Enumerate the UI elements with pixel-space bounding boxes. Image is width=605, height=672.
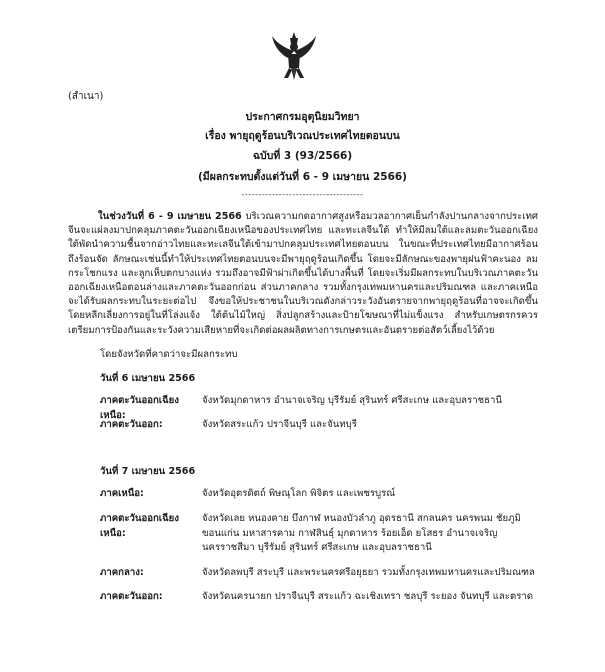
garuda-emblem-icon [270,30,318,82]
affected-intro: โดยจังหวัดที่คาดว่าจะมีผลกระทบ [100,349,238,360]
region-label: ภาคตะวันออกเฉียงเหนือ: [100,513,179,539]
day-heading: วันที่ 6 เมษายน 2566 [100,373,196,384]
region-provinces: จังหวัดเลย หนองคาย บึงกาฬ หนองบัวลำภู อุดรธานี สกลนคร นครพนม ชัยภูมิ ขอนแก่น มหาสารคาม กาฬสินธุ์ มุกดาหาร ร้อยเอ็ด ยโสธร อำนาจเจริญ นครราชสีมา บุรีรัมย์ สุรินทร์ ศรีสะเกษ และอุบลราชธานี [202,513,521,554]
announcement-paragraph [68,210,538,338]
effective-dates: (มีผลกระทบตั้งแต่วันที่ 6 - 9 เมษายน 2566) [198,171,407,183]
region-provinces: จังหวัดลพบุรี สระบุรี และพระนครศรีอยุธยา รวมทั้งกรุงเทพมหานครและปริมณฑล [202,567,535,578]
copy-label: (สำเนา) [68,91,104,102]
region-provinces: จังหวัดอุตรดิตถ์ พิษณุโลก พิจิตร และเพชรบูรณ์ [202,488,396,499]
region-label: ภาคเหนือ: [100,488,144,499]
paragraph-lead: ในช่วงวันที่ 6 - 9 เมษายน 2566 [98,211,242,222]
day-heading: วันที่ 7 เมษายน 2566 [100,466,196,477]
department-title: ประกาศกรมอุตุนิยมวิทยา [245,111,360,123]
region-label: ภาคตะวันออกเฉียงเหนือ: [100,395,179,421]
subject-title: เรื่อง พายุฤดูร้อนบริเวณประเทศไทยตอนบน [205,130,400,142]
separator-line: ------------------------------------ [241,190,364,199]
region-label: ภาคตะวันออก: [100,419,163,430]
region-label: ภาคกลาง: [100,567,144,578]
region-provinces: จังหวัดสระแก้ว ปราจีนบุรี และจันทบุรี [202,419,357,430]
paragraph-text: บริเวณความกดอากาศสูงหรือมวลอากาศเย็นกำลังปานกลางจากประเทศจีนจะแผ่ลงมาปกคลุมภาคตะวันออกเฉียงเหนือของประเทศไทย และทะเลจีนใต้ ทำให้มีลมใต้และลมตะวันออกเฉียงใต้พัดนำความชื้นจากอ่าวไทยและทะเลจีนใต้เข้ามาปกคลุมประเทศไทยตอนบน ในขณะที่ประเทศไทยมีอากาศร้อนถึงร้อนจัด ลักษณะเช่นนี้ทำให้ประเทศไทยตอนบนจะมีพายุฤดูร้อนเกิดขึ้น โดยจะมีลักษณะของพายุฝนฟ้าคะนอง ลมกระโชกแรง และลูกเห็บตกบางแห่ง รวมถึงอาจมีฟ้าผ่าเกิดขึ้นได้บางพื้นที่ โดยจะเริ่มมีผลกระทบในบริเวณภาคตะวันออกเฉียงเหนือตอนล่างและภาคตะวันออกก่อน ส่วนภาคกลาง รวมทั้งกรุงเทพมหานครและปริมณฑล และภาคเหนือ จะได้รับผลกระทบในระยะต่อไป จึงขอให้ประชาชนในบริเวณดังกล่าวระวังอันตรายจากพายุฤดูร้อนที่อาจจะเกิดขึ้น โดยหลีกเลี่ยงการอยู่ในที่โล่งแจ้ง ใต้ต้นไม้ใหญ่ สิ่งปลูกสร้างและป้ายโฆษณาที่ไม่แข็งแรง สำหรับเกษตรกรควรเตรียมการป้องกันและระวังความเสียหายที่จะเกิดต่อผลผลิตทางการเกษตรและอันตรายต่อสัตว์เลี้ยงไว้ด้วย [68,211,538,336]
region-label: ภาคตะวันออก: [100,591,163,602]
region-provinces: จังหวัดมุกดาหาร อำนาจเจริญ บุรีรัมย์ สุรินทร์ ศรีสะเกษ และอุบลราชธานี [202,395,502,406]
region-provinces: จังหวัดนครนายก ปราจีนบุรี สระแก้ว ฉะเชิงเทรา ชลบุรี ระยอง จันทบุรี และตราด [202,591,533,602]
issue-number: ฉบับที่ 3 (93/2566) [252,150,353,162]
